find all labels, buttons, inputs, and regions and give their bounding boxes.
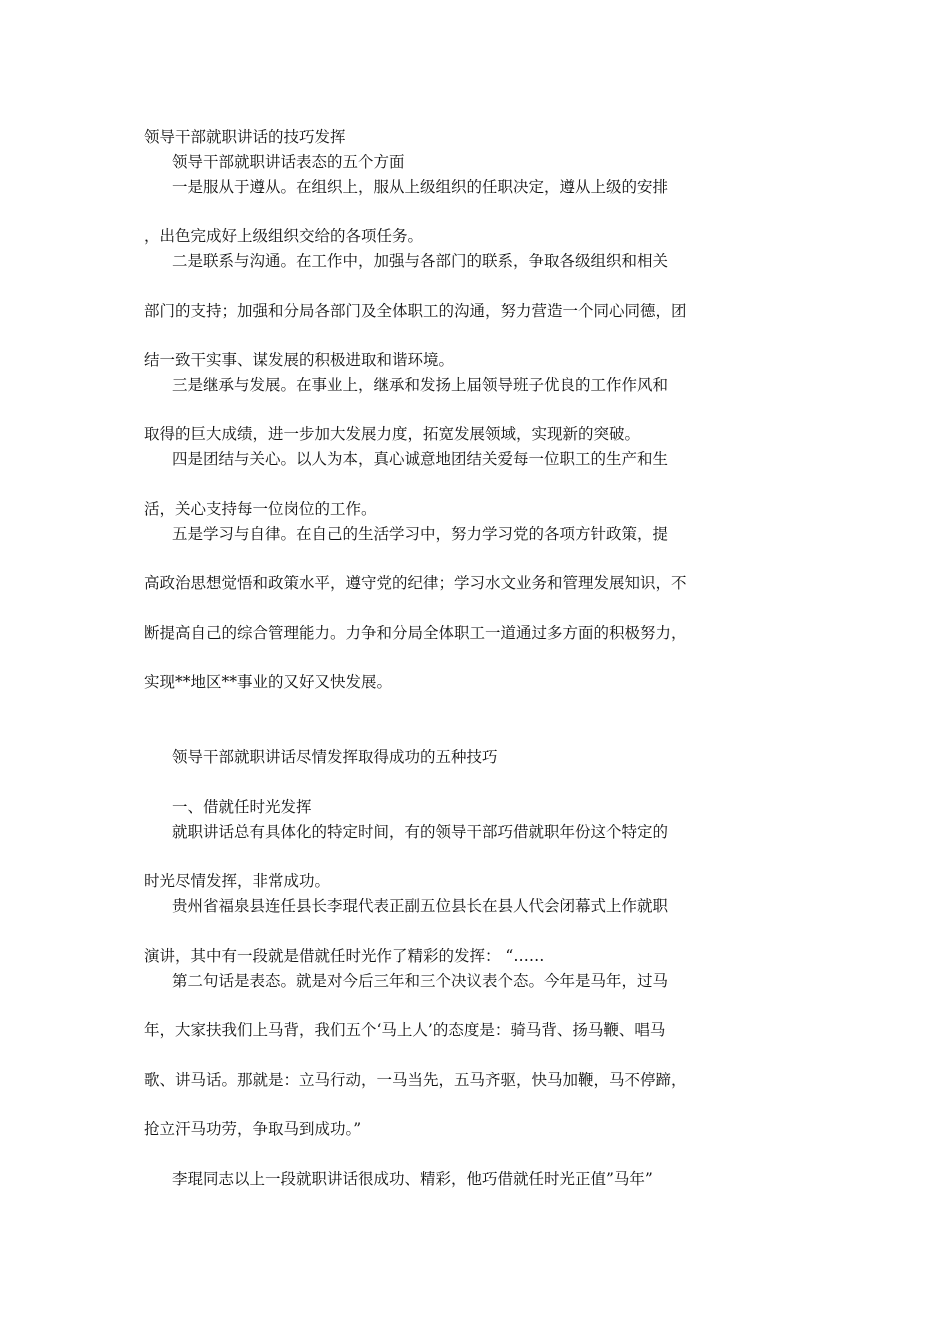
- paragraph-line: 歌、讲马话。那就是：立马行动，一马当先，五马齐驱，快马加鞭，马不停蹄，: [144, 1071, 687, 1089]
- paragraph-line: 活，关心支持每一位岗位的工作。: [144, 500, 377, 518]
- paragraph-line: 年，大家扶我们上马背，我们五个‘马上人’的态度是：骑马背、扬马鞭、唱马: [144, 1021, 666, 1039]
- paragraph-line: 二是联系与沟通。在工作中，加强与各部门的联系，争取各级组织和相关: [172, 252, 669, 270]
- paragraph-line: 结一致干实事、谋发展的积极进取和谐环境。: [144, 351, 455, 369]
- paragraph-line: 部门的支持；加强和分局各部门及全体职工的沟通，努力营造一个同心同德，团: [144, 302, 687, 320]
- paragraph-line: 一是服从于遵从。在组织上，服从上级组织的任职决定，遵从上级的安排: [172, 178, 669, 196]
- subsection-heading: 一、借就任时光发挥: [172, 798, 312, 816]
- paragraph-line: 三是继承与发展。在事业上，继承和发扬上届领导班子优良的工作作风和: [172, 376, 669, 394]
- paragraph-line: 贵州省福泉县连任县长李琨代表正副五位县长在县人代会闭幕式上作就职: [172, 897, 669, 915]
- paragraph-line: 断提高自己的综合管理能力。力争和分局全体职工一道通过多方面的积极努力，: [144, 624, 687, 642]
- paragraph-line: 高政治思想觉悟和政策水平，遵守党的纪律；学习水文业务和管理发展知识，不: [144, 574, 687, 592]
- paragraph-line: 李琨同志以上一段就职讲话很成功、精彩，他巧借就任时光正值”马年”: [172, 1170, 653, 1188]
- paragraph-line: 五是学习与自律。在自己的生活学习中，努力学习党的各项方针政策，提: [172, 525, 669, 543]
- section1-heading: 领导干部就职讲话表态的五个方面: [172, 153, 405, 171]
- paragraph-line: 抢立汗马功劳，争取马到成功。”: [144, 1120, 362, 1138]
- paragraph-line: 就职讲话总有具体化的特定时间，有的领导干部巧借就职年份这个特定的: [172, 823, 669, 841]
- paragraph-line: 实现**地区**事业的又好又快发展。: [144, 673, 393, 691]
- paragraph-line: 第二句话是表态。就是对今后三年和三个决议表个态。今年是马年，过马: [172, 972, 669, 990]
- paragraph-line: 四是团结与关心。以人为本，真心诚意地团结关爱每一位职工的生产和生: [172, 450, 669, 468]
- section2-heading: 领导干部就职讲话尽情发挥取得成功的五种技巧: [172, 748, 498, 766]
- paragraph-line: 时光尽情发挥，非常成功。: [144, 872, 331, 890]
- document-title: 领导干部就职讲话的技巧发挥: [144, 128, 346, 146]
- paragraph-line: 取得的巨大成绩，进一步加大发展力度，拓宽发展领域，实现新的突破。: [144, 425, 641, 443]
- paragraph-line: 演讲，其中有一段就是借就任时光作了精彩的发挥： “……: [144, 947, 545, 965]
- paragraph-line: ，出色完成好上级组织交给的各项任务。: [144, 227, 424, 245]
